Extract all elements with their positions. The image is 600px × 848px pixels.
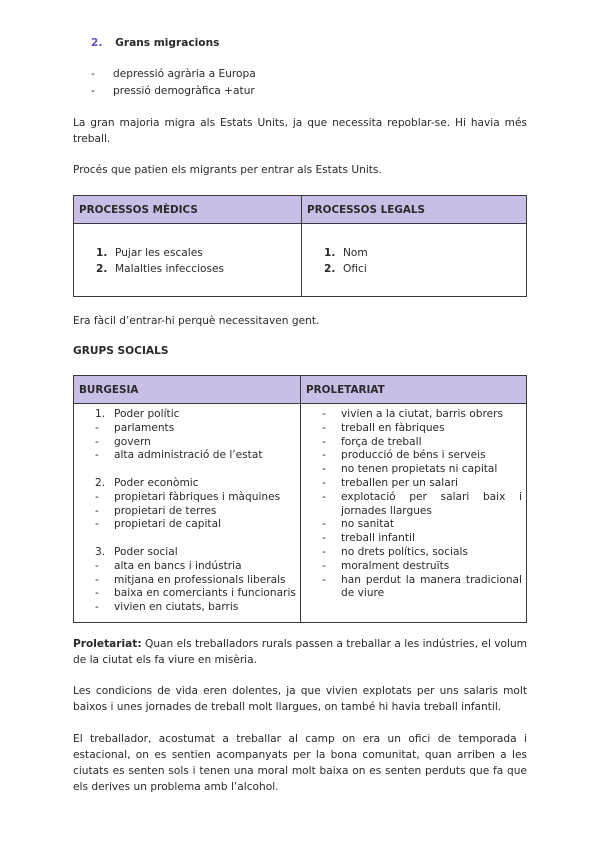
- cause-item: - pressió demogràfica +atur: [91, 85, 255, 97]
- process-table: [73, 195, 527, 297]
- item-text: parlaments: [114, 421, 175, 434]
- list-item: [322, 422, 522, 436]
- item-bullet: -: [322, 449, 326, 462]
- item-line: treballen per un salari: [341, 476, 459, 489]
- list-item: [95, 505, 300, 519]
- item-text: [341, 574, 522, 602]
- item-text: [341, 518, 394, 532]
- list-item: [322, 518, 522, 532]
- list-item: [322, 463, 522, 477]
- list-gap: [95, 463, 300, 477]
- list-item: [322, 574, 522, 602]
- item-text: Malalties infeccioses: [115, 263, 225, 275]
- item-bullet: -: [95, 601, 99, 614]
- list-item: [95, 477, 300, 491]
- list-item: [322, 560, 522, 574]
- item-number: 2.: [324, 263, 336, 275]
- item-text: Poder econòmic: [114, 476, 199, 489]
- item-text: [341, 436, 422, 450]
- list-item: [322, 546, 522, 560]
- item-bullet: -: [322, 463, 326, 476]
- item-bullet: -: [95, 421, 99, 434]
- list-item: [95, 436, 300, 450]
- heading-number: 2.: [91, 37, 103, 49]
- item-bullet: -: [95, 559, 99, 572]
- list-item: [95, 449, 300, 463]
- heading-title: Grans migracions: [115, 37, 220, 49]
- item-bullet: -: [95, 490, 99, 503]
- list-item: [324, 261, 526, 277]
- item-text: [341, 449, 486, 463]
- item-text: vivien en ciutats, barris: [114, 601, 239, 614]
- list-item: [95, 587, 300, 601]
- list-item: [322, 449, 522, 463]
- item-text: mitjana en professionals liberals: [114, 573, 286, 586]
- item-text: Ofici: [343, 263, 367, 275]
- item-bullet: -: [322, 476, 326, 489]
- paragraph-living-conditions: Les condicions de vida eren dolentes, ja que vivien explotats per uns salaris molt baixos i unes jornades de treball molt llargues, on també hi havia treball infantil.: [73, 685, 527, 713]
- paragraph-migration: La gran majoria migra als Estats Units, ja que necessita repoblar-se. Hi havia més treball.: [73, 117, 527, 145]
- cause-item: - depressió agrària a Europa: [91, 68, 256, 80]
- item-line: jornades llargues: [341, 504, 432, 517]
- item-text: baixa en comerciants i funcionaris: [114, 587, 296, 600]
- item-bullet: -: [95, 587, 99, 600]
- item-text: [341, 491, 522, 519]
- social-groups-table: [73, 375, 527, 623]
- paragraph-process: Procés que patien els migrants per entrar als Estats Units.: [73, 164, 382, 176]
- item-text: Nom: [343, 247, 368, 259]
- item-text: [341, 560, 449, 574]
- item-line: han perdut la manera tradicional: [341, 573, 522, 586]
- item-line: treball infantil: [341, 532, 415, 545]
- item-text: Pujar les escales: [115, 247, 203, 259]
- item-bullet: -: [95, 449, 99, 462]
- list-item: [95, 491, 300, 505]
- proletariat-list: [301, 404, 526, 601]
- item-line: explotació per salari baix i: [341, 490, 522, 503]
- item-line: no drets polítics, socials: [341, 545, 468, 558]
- list-item: [95, 574, 300, 588]
- item-line: de viure: [341, 587, 385, 600]
- item-bullet: -: [322, 545, 326, 558]
- item-text: propietari de capital: [114, 518, 222, 531]
- list-item: [96, 245, 301, 261]
- item-line: treball en fàbriques: [341, 421, 445, 434]
- item-bullet: -: [95, 435, 99, 448]
- list-item: [322, 477, 522, 491]
- item-bullet: -: [322, 532, 326, 545]
- social-groups-heading: GRUPS SOCIALS: [73, 345, 169, 357]
- item-bullet: -: [322, 490, 326, 503]
- paragraph-proletariat: [73, 636, 527, 668]
- list-item: [95, 408, 300, 422]
- item-number: 1.: [324, 247, 336, 259]
- item-line: no sanitat: [341, 518, 395, 531]
- proletariat-text: Quan els treballadors rurals passen a treballar a les indústries, el volum de la ciutat els fa viure en misèria.: [73, 638, 527, 666]
- list-item: [322, 436, 522, 450]
- list-item: [322, 532, 522, 546]
- item-text: Poder social: [114, 545, 178, 558]
- item-text: [341, 463, 497, 477]
- item-text: Poder polític: [114, 408, 180, 420]
- item-text: alta administració de l’estat: [114, 449, 263, 462]
- list-item: [95, 601, 300, 615]
- burgesia-cell: [74, 404, 301, 623]
- list-item: [95, 518, 300, 532]
- list-item: [324, 245, 526, 261]
- table-header-proletariat: PROLETARIAT: [301, 376, 527, 404]
- item-bullet: -: [322, 421, 326, 434]
- item-number: 3.: [95, 545, 106, 558]
- paragraph-easy-entry: Era fàcil d’entrar-hi perquè necessitaven gent.: [73, 315, 320, 327]
- list-gap: [95, 532, 300, 546]
- list-item: [95, 560, 300, 574]
- burgesia-list: [74, 404, 300, 615]
- item-text: [341, 532, 415, 546]
- list-item: [322, 408, 522, 422]
- item-line: vivien a la ciutat, barris obrers: [341, 408, 503, 420]
- item-text: alta en bancs i indústria: [114, 559, 242, 572]
- item-bullet: -: [322, 559, 326, 572]
- table-header-burgesia: BURGESIA: [74, 376, 301, 404]
- proletariat-label: Proletariat:: [73, 638, 142, 650]
- item-number: 1.: [95, 408, 106, 420]
- medical-cell: [74, 224, 302, 297]
- item-bullet: -: [95, 504, 99, 517]
- section-heading: [91, 36, 219, 51]
- legal-cell: [302, 224, 527, 297]
- item-number: 2.: [96, 263, 108, 275]
- item-bullet: -: [95, 518, 99, 531]
- item-line: moralment destruïts: [341, 559, 450, 572]
- item-number: 2.: [95, 476, 106, 489]
- item-text: propietari fàbriques i màquines: [114, 490, 281, 503]
- item-line: producció de béns i serveis: [341, 449, 486, 462]
- item-line: força de treball: [341, 435, 422, 448]
- medical-list: [74, 224, 301, 277]
- item-bullet: -: [95, 573, 99, 586]
- table-header-medical: PROCESSOS MÈDICS: [74, 196, 302, 224]
- proletariat-cell: [301, 404, 527, 623]
- paragraph-worker: El treballador, acostumat a treballar al camp on era un ofici de temporada i estacional, on es sentien acompanyats per la bona comunitat, quan arriben a les ciutats es senten sols i tenen una moral molt baixa on es senten perduts que fa que els derives un problema amb l’alcohol.: [73, 733, 527, 793]
- item-text: [341, 422, 445, 436]
- list-item: [96, 261, 301, 277]
- list-item: [95, 422, 300, 436]
- item-bullet: -: [322, 408, 326, 420]
- item-text: propietari de terres: [114, 504, 217, 517]
- list-item: [95, 546, 300, 560]
- item-number: 1.: [96, 247, 108, 259]
- table-header-legal: PROCESSOS LEGALS: [302, 196, 527, 224]
- item-text: govern: [114, 435, 151, 448]
- item-text: [341, 408, 503, 422]
- item-bullet: -: [322, 435, 326, 448]
- item-line: no tenen propietats ni capital: [341, 463, 498, 476]
- list-item: [322, 491, 522, 519]
- item-text: [341, 546, 468, 560]
- legal-list: [302, 224, 526, 277]
- item-bullet: -: [322, 518, 326, 531]
- item-bullet: -: [322, 573, 326, 586]
- item-text: [341, 477, 458, 491]
